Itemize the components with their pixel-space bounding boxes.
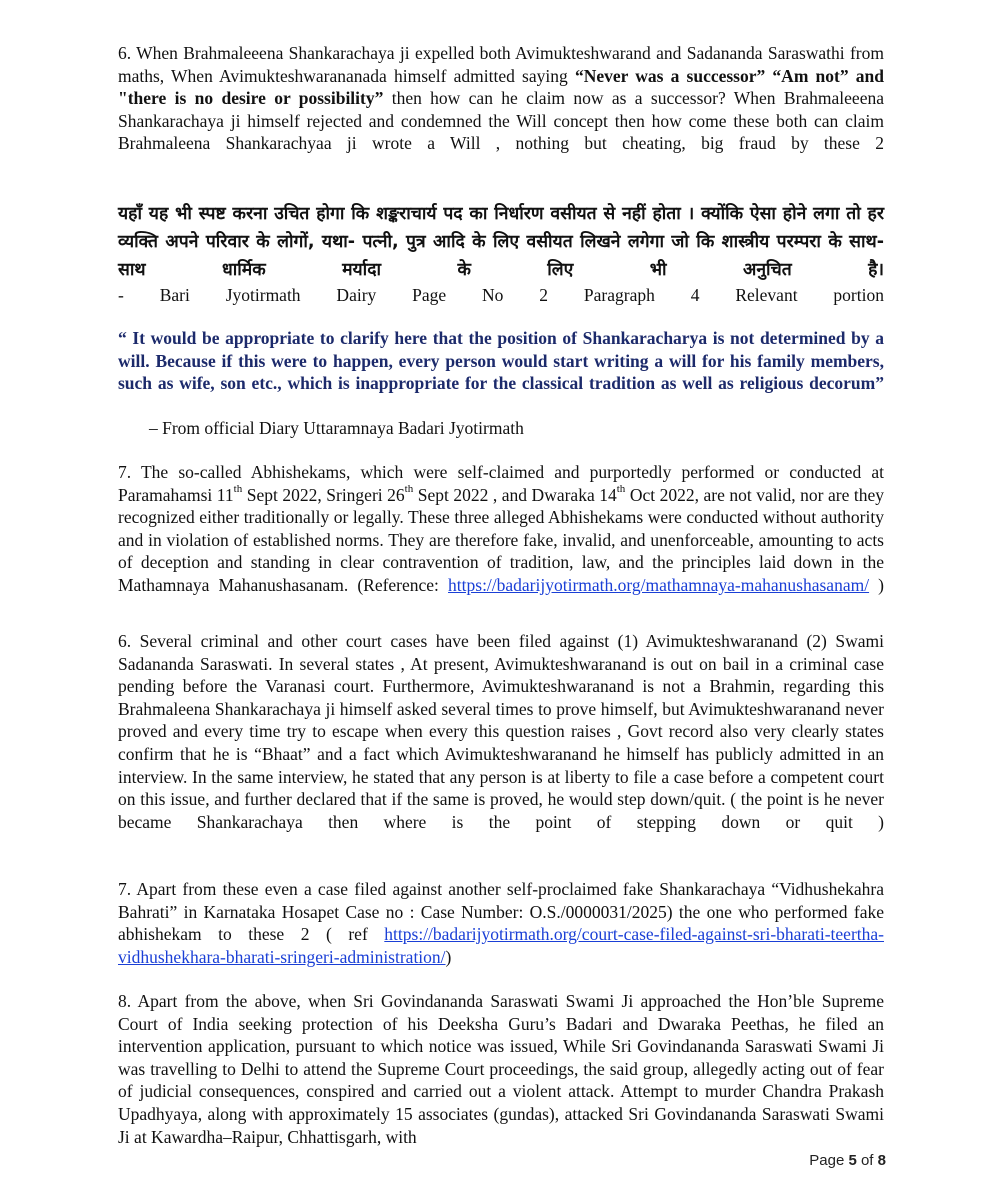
- page-number: [809, 1150, 886, 1173]
- paragraph-text: Sept 2022, Sringeri 26: [242, 484, 405, 505]
- hindi-quote: यहाँ यह भी स्पष्ट करना उचित होगा कि शङ्कराचार्य पद का निर्धारण वसीयत से नहीं होता । क्योंकि ऐसा होने लगा तो हर व्यक्ति अपने परिवार के लोगों, यथा- पत्नी, पुत्र आदि के लिए वसीयत लिखने लगेगा जो कि शास्त्रीय परम्परा के साथ-साथ धार्मिक मर्यादा के लिए भी अनुचित है।: [118, 204, 884, 280]
- paragraph-7-abhishekams: [118, 461, 884, 597]
- translation-source: – From official Diary Uttaramnaya Badari Jyotirmath: [149, 418, 524, 438]
- paragraph-6-court-cases: 6. Several criminal and other court cases have been filed against (1) Avimukteshwaranand (2) Swami Sadananda Saraswati. In several states , At present, Avimukteshwaranand is out on bail in a criminal case pending before the Varanasi court. Furthermore, Avimukteshwaranand is not a Brahmin, regarding this Brahmaleena Shankarachaya ji himself asked several times to prove himself, but Avimukteshwaranand never proved and every time try to escape when every this question raises , Govt record also very clearly states confirm that he is “Bhaat” and a fact which Avimukteshwaranand he himself has publicly admitted in an interview. In the same interview, he stated that any person is at liberty to file a case before a competent court on this issue, and further declared that if the same is proved, he would step down/quit. ( the point is he never became Shankarachaya then where is the point of stepping down or quit ): [118, 631, 884, 832]
- page-label: Page: [809, 1152, 849, 1169]
- ordinal-suffix: th: [233, 482, 243, 495]
- court-case-link[interactable]: https://badarijyotirmath.org/court-case-filed-against-sri-bharati-teertha-vidhushekhara-bharati-sringeri-administration/: [118, 924, 884, 967]
- ordinal-suffix: th: [616, 482, 626, 495]
- hindi-quote-source: - Bari Jyotirmath Dairy Page No 2 Paragraph 4 Relevant portion: [118, 285, 884, 305]
- closing-paren: ): [869, 574, 884, 595]
- paragraph-text: 6. When Brahmaleeena Shankarachaya ji expelled both Avimukteshwarand and Sadananda Saraswathi from maths, When Avimukteshwarananada himself admitted saying: [118, 43, 884, 86]
- of-label: of: [856, 1152, 878, 1169]
- english-translation: “ It would be appropriate to clarify here that the position of Shankaracharya is not determined by a will. Because if this were to happen, every person would start writing a will for his family members, such as wife, son etc., which is inappropriate for the classical tradition as well as religious decorum”: [118, 328, 884, 394]
- closing-paren: ): [445, 946, 452, 967]
- paragraph-6-succession: [118, 42, 884, 155]
- total-pages: 8: [877, 1152, 886, 1169]
- bold-quote: “Never was a successor” “Am not” and "there is no desire or possibility”: [118, 65, 885, 109]
- ordinal-suffix: th: [404, 482, 414, 495]
- current-page: 5: [848, 1152, 857, 1169]
- paragraph-7-hosapet-case: [118, 878, 884, 968]
- paragraph-text: 7. Apart from these even a case filed against another self-proclaimed fake Shankarachaya “Vidhushekahra Bahrati” in Karnataka Hosapet Case no : Case Number: O.S./0000031/2025) the one who performed fake abhishekam to these 2 ( ref: [118, 879, 884, 945]
- paragraph-text: 7. The so-called Abhishekams, which were self-claimed and purportedly performed or conducted at Paramahamsi 11: [118, 462, 884, 505]
- paragraph-text: Sept 2022 , and Dwaraka 14: [413, 484, 617, 505]
- paragraph-text: Oct 2022, are not valid, nor are they recognized either traditionally or legally. These three alleged Abhishekams were conducted without authority and in violation of established norms. They are therefore fake, invalid, and unenforceable, amounting to acts of deception and standing in clear contravention of tradition, law, and the principles laid down in the Mathamnaya Mahanushasanam. (Reference:: [118, 484, 884, 595]
- paragraph-8-attack: 8. Apart from the above, when Sri Govindananda Saraswati Swami Ji approached the Hon’ble Supreme Court of India seeking protection of his Deeksha Guru’s Badari and Dwaraka Peethas, he filed an intervention application, pursuant to which notice was issued, While Sri Govindananda Saraswati Swami Ji was travelling to Delhi to attend the Supreme Court proceedings, the said group, allegedly acting out of fear of judicial consequences, conspired and carried out a violent attack. Attempt to murder Chandra Prakash Upadhyaya, along with approximately 15 associates (gundas), attacked Sri Govindananda Saraswati Swami Ji at Kawardha–Raipur, Chhattisgarh, with: [118, 991, 884, 1147]
- paragraph-text: then how can he claim now as a successor? When Brahmaleeena Shankarachaya ji himself rejected and condemned the Will concept then how come these both can claim Brahmaleena Shankarachyaa ji wrote a Will , nothing but cheating, big fraud by these 2: [118, 88, 884, 154]
- mathamnaya-reference-link[interactable]: https://badarijyotirmath.org/mathamnaya-mahanushasanam/: [448, 574, 870, 595]
